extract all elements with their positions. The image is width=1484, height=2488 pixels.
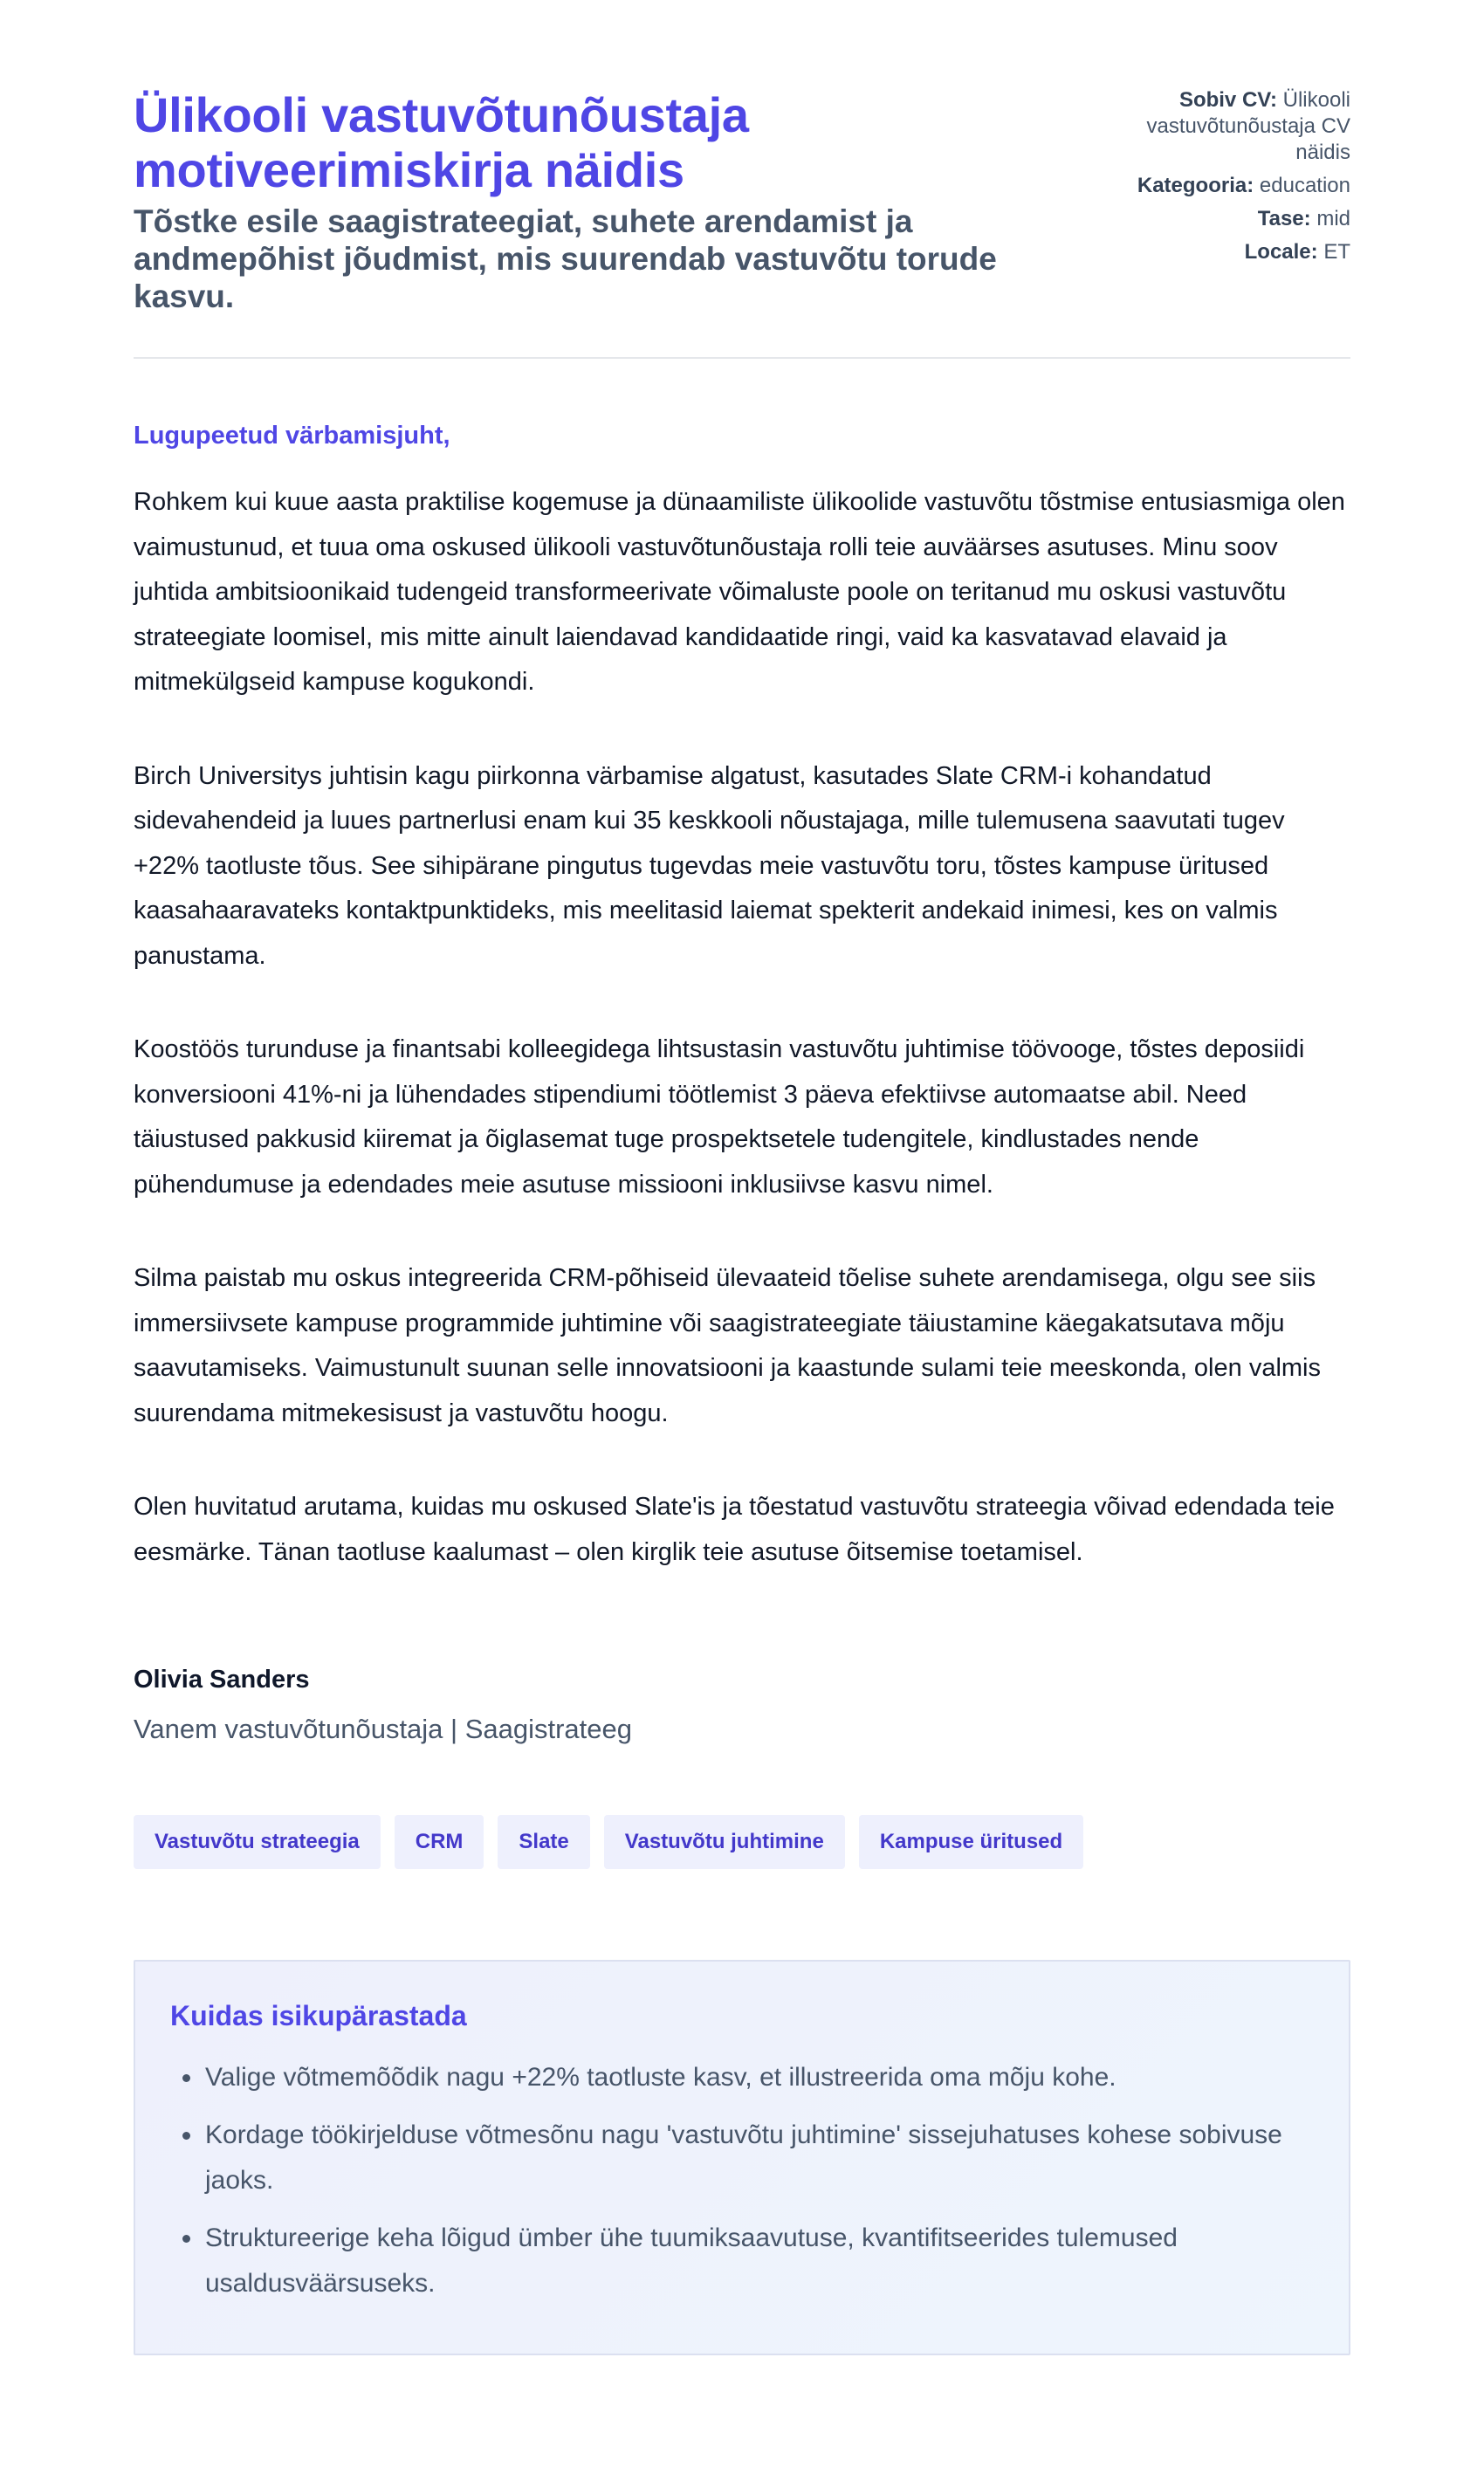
letter-paragraph: Olen huvitatud arutama, kuidas mu oskused Slate'is ja tõestatud vastuvõtu strateegia võivad edendada teie eesmärke. Tänan taotluse kaalumast – olen kirglik teie asutuse õitsemise toetamisel. bbox=[134, 1493, 1335, 1566]
meta-category bbox=[1089, 173, 1350, 199]
page-header bbox=[134, 87, 1350, 359]
meta-category-value: education bbox=[1259, 174, 1350, 197]
letter-body bbox=[134, 480, 1350, 1575]
tips-item: • Valige võtmemõõdik nagu +22% taotluste kasv, et illustreerida oma mõju kohe. bbox=[203, 2055, 1314, 2100]
letter-paragraph: Silma paistab mu oskus integreerida CRM-põhiseid ülevaateid tõelise suhete arendamisega, olgu see siis immersiivsete kampuse programmide juhtimine või saagistrateegiate täiustamine käegakatsutava mõju saavutamiseks. Vaimustunult suunan selle innovatsiooni ja kaastunde sulami teie meeskonda, olen valmis suurendama mitmekesisust ja vastuvõtu hoogu. bbox=[134, 1264, 1321, 1427]
letter-paragraph: Koostöös turunduse ja finantsabi kolleegidega lihtsustasin vastuvõtu juhtimise töövooge, tõstes deposiidi konversiooni 41%-ni ja lühendades stipendiumi töötlemist 3 päeva efektiivse automaatse abil. Need täiustused pakkusid kiiremat ja õiglasemat tuge prospektsetele tudengitele, kindlustades nende pühendumuse ja edendades meie asutuse missiooni inklusiivse kasvu nimel. bbox=[134, 1035, 1305, 1199]
tag-list bbox=[134, 1815, 1350, 1869]
meta-cv-label: Sobiv CV: bbox=[1178, 88, 1277, 112]
signature-role: Vanem vastuvõtunõustaja | Saagistrateeg bbox=[134, 1714, 633, 1744]
letter-paragraph: Birch Universitys juhtisin kagu piirkonna värbamise algatust, kasutades Slate CRM-i kohandatud sidevahendeid ja luues partnerlusi enam kui 35 keskkooli nõustajaga, mille tulemusena saavutati tugev +22% taotluste tõus. See sihipärane pingutus tugevdas meie vastuvõtu toru, tõstes kampuse üritused kaasahaaravateks kontaktpunktideks, mis meelitasid laiemat spekterit andekaid inimesi, kes on valmis panustama. bbox=[134, 761, 1285, 970]
letter-paragraph: Rohkem kui kuue aasta praktilise kogemuse ja dünaamiliste ülikoolide vastuvõtu tõstmise entusiasmiga olen vaimustunud, et tuua oma oskused ülikooli vastuvõtunõustaja rolli teie auväärses asutuses. Minu soov juhtida ambitsioonikaid tudengeid transformeerivate võimaluste poole on teritanud mu oskusi vastuvõtu strateegiate loomisel, mis mitte ainult laiendavad kandidaatide ringi, vaid ka kasvatavad elavaid ja mitmekülgseid kampuse kogukondi. bbox=[134, 488, 1345, 696]
letter-greeting: Lugupeetud värbamisjuht, bbox=[134, 422, 450, 450]
tips-item: • Kordage töökirjelduse võtmesõnu nagu 'vastuvõtu juhtimine' sissejuhatuses kohese sobivuse jaoks. bbox=[203, 2113, 1314, 2203]
page-subtitle: Tõstke esile saagistrateegiat, suhete arendamist ja andmepõhist jõudmist, mis suurendab vastuvõtu torude kasvu. bbox=[134, 203, 997, 314]
personalization-tips-box bbox=[134, 1960, 1350, 2355]
meta-locale-label: Locale: bbox=[1244, 240, 1318, 264]
tips-list bbox=[170, 2055, 1314, 2306]
signature-name: Olivia Sanders bbox=[134, 1666, 310, 1694]
meta-level-value: mid bbox=[1316, 207, 1350, 230]
tag-chip: CRM bbox=[395, 1815, 484, 1869]
tag-chip: Slate bbox=[498, 1815, 589, 1869]
meta-category-label: Kategooria: bbox=[1137, 174, 1254, 197]
meta-locale-value: ET bbox=[1323, 240, 1350, 264]
tag-chip: Kampuse üritused bbox=[859, 1815, 1083, 1869]
title-block bbox=[134, 87, 1015, 315]
tag-chip: Vastuvõtu strateegia bbox=[134, 1815, 381, 1869]
meta-cv bbox=[1089, 87, 1350, 166]
tips-item: • Struktureerige keha lõigud ümber ühe tuumiksaavutuse, kvantifitseerides tulemused usaldusväärsuseks. bbox=[203, 2216, 1314, 2306]
page-title: Ülikooli vastuvõtunõustaja motiveerimiskirja näidis bbox=[134, 87, 749, 197]
tips-title: Kuidas isikupärastada bbox=[170, 2000, 467, 2031]
tag-chip: Vastuvõtu juhtimine bbox=[604, 1815, 845, 1869]
meta-locale bbox=[1089, 239, 1350, 265]
meta-cv-value: Ülikooli vastuvõtunõustaja CV näidis bbox=[1146, 88, 1350, 164]
meta-panel bbox=[1089, 87, 1350, 272]
meta-level bbox=[1089, 206, 1350, 232]
meta-level-label: Tase: bbox=[1257, 207, 1311, 230]
